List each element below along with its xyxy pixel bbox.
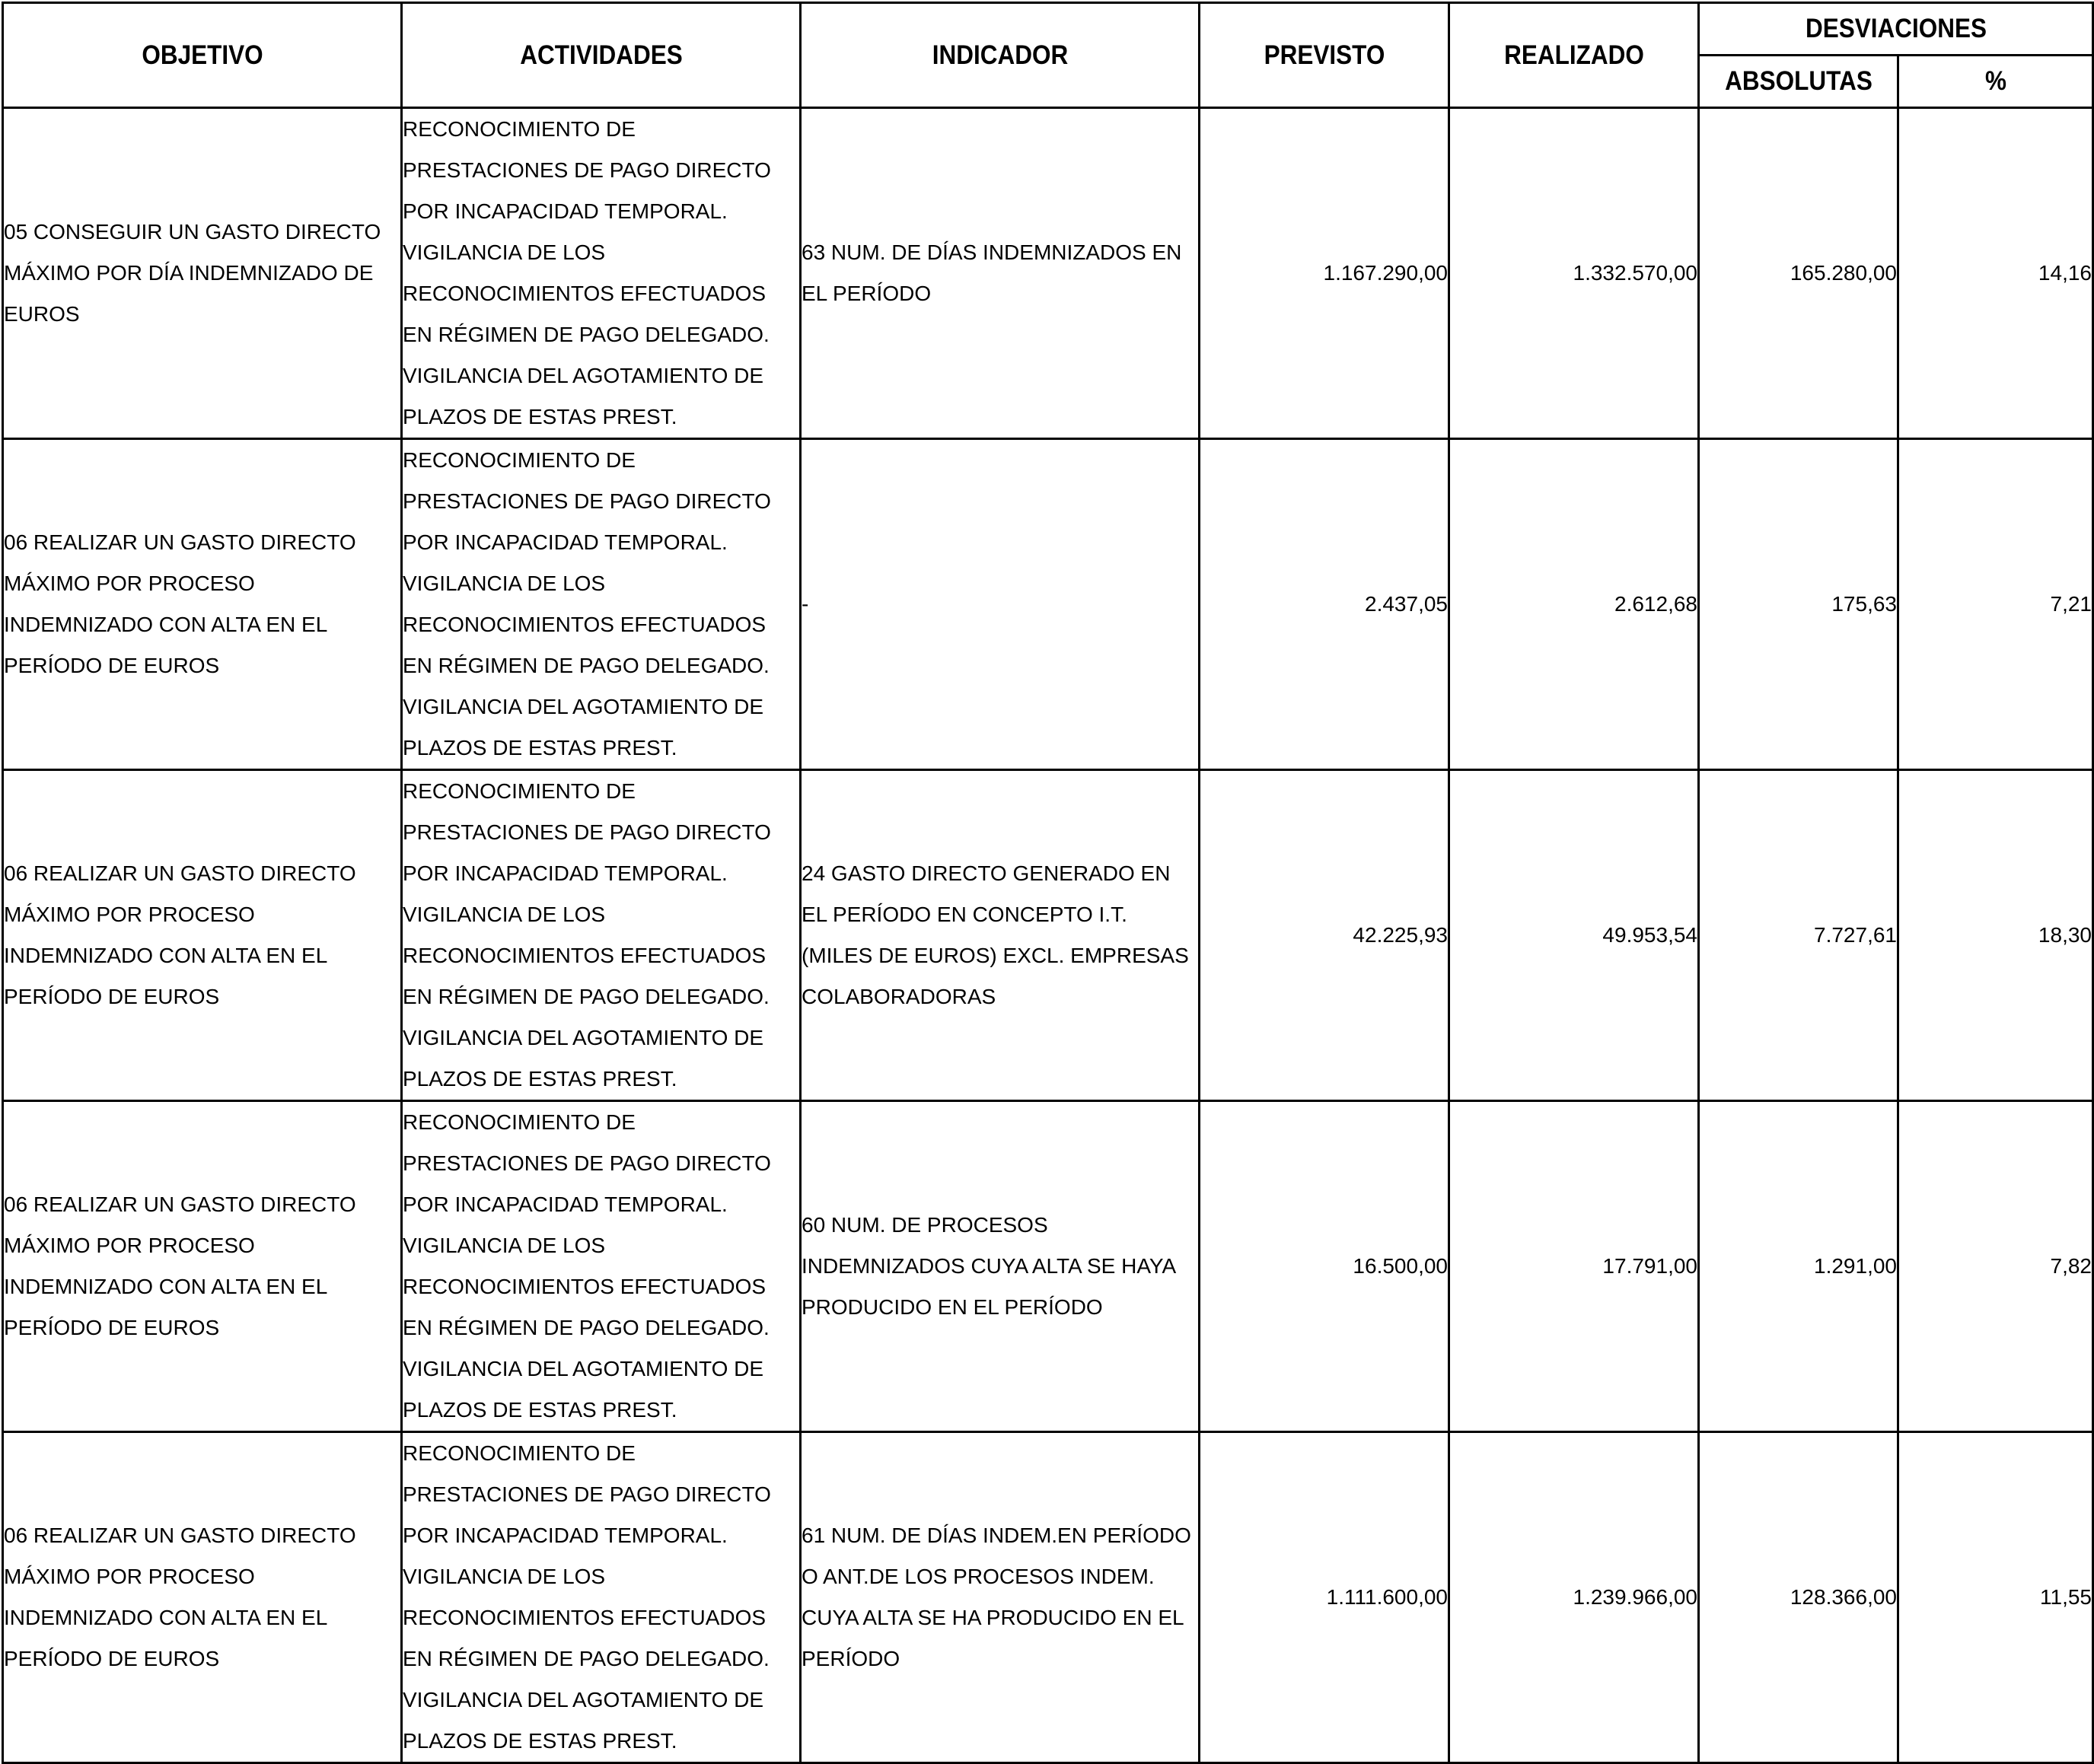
- cell-absolutas: 128.366,00: [1699, 1432, 1898, 1763]
- cell-realizado: 17.791,00: [1449, 1101, 1699, 1432]
- cell-previsto: 42.225,93: [1200, 770, 1449, 1101]
- cell-previsto: 1.111.600,00: [1200, 1432, 1449, 1763]
- header-row-top: [3, 3, 2093, 56]
- cell-porcentaje: 7,21: [1898, 439, 2093, 770]
- cell-porcentaje: 14,16: [1898, 108, 2093, 439]
- cell-previsto: 1.167.290,00: [1200, 108, 1449, 439]
- cell-indicador: 24 GASTO DIRECTO GENERADO EN EL PERÍODO EN CONCEPTO I.T.(MILES DE EUROS) EXCL. EMPRESAS COLABORADORAS: [801, 770, 1200, 1101]
- cell-objetivo: 05 CONSEGUIR UN GASTO DIRECTO MÁXIMO POR DÍA INDEMNIZADO DE EUROS: [3, 108, 402, 439]
- cell-indicador: 61 NUM. DE DÍAS INDEM.EN PERÍODO O ANT.DE LOS PROCESOS INDEM. CUYA ALTA SE HA PRODUCIDO EN EL PERÍODO: [801, 1432, 1200, 1763]
- table-row: [3, 770, 2093, 1101]
- header-previsto: PREVISTO: [1212, 3, 1436, 108]
- header-desviaciones: DESVIACIONES: [1718, 3, 2073, 56]
- table-row: [3, 108, 2093, 439]
- header-actividades: ACTIVIDADES: [422, 3, 781, 108]
- cell-porcentaje: 11,55: [1898, 1432, 2093, 1763]
- header-porcentaje: %: [1908, 56, 2083, 108]
- cell-actividades: RECONOCIMIENTO DE PRESTACIONES DE PAGO DIRECTO POR INCAPACIDAD TEMPORAL. VIGILANCIA DE LOS RECONOCIMIENTOS EFECTUADOS EN RÉGIMEN DE PAGO DELEGADO. VIGILANCIA DEL AGOTAMIENTO DE PLAZOS DE ESTAS PREST.: [402, 1101, 801, 1432]
- table-row: [3, 1432, 2093, 1763]
- cell-realizado: 2.612,68: [1449, 439, 1699, 770]
- cell-indicador: 63 NUM. DE DÍAS INDEMNIZADOS EN EL PERÍODO: [801, 108, 1200, 439]
- cell-actividades: RECONOCIMIENTO DE PRESTACIONES DE PAGO DIRECTO POR INCAPACIDAD TEMPORAL. VIGILANCIA DE LOS RECONOCIMIENTOS EFECTUADOS EN RÉGIMEN DE PAGO DELEGADO. VIGILANCIA DEL AGOTAMIENTO DE PLAZOS DE ESTAS PREST.: [402, 108, 801, 439]
- cell-previsto: 16.500,00: [1200, 1101, 1449, 1432]
- cell-absolutas: 1.291,00: [1699, 1101, 1898, 1432]
- cell-objetivo: 06 REALIZAR UN GASTO DIRECTO MÁXIMO POR PROCESO INDEMNIZADO CON ALTA EN EL PERÍODO DE EUROS: [3, 770, 402, 1101]
- cell-indicador: 60 NUM. DE PROCESOS INDEMNIZADOS CUYA ALTA SE HAYA PRODUCIDO EN EL PERÍODO: [801, 1101, 1200, 1432]
- table-row: [3, 1101, 2093, 1432]
- cell-absolutas: 165.280,00: [1699, 108, 1898, 439]
- cell-actividades: RECONOCIMIENTO DE PRESTACIONES DE PAGO DIRECTO POR INCAPACIDAD TEMPORAL. VIGILANCIA DE LOS RECONOCIMIENTOS EFECTUADOS EN RÉGIMEN DE PAGO DELEGADO. VIGILANCIA DEL AGOTAMIENTO DE PLAZOS DE ESTAS PREST.: [402, 439, 801, 770]
- cell-realizado: 1.239.966,00: [1449, 1432, 1699, 1763]
- cell-objetivo: 06 REALIZAR UN GASTO DIRECTO MÁXIMO POR PROCESO INDEMNIZADO CON ALTA EN EL PERÍODO DE EUROS: [3, 1101, 402, 1432]
- cell-porcentaje: 18,30: [1898, 770, 2093, 1101]
- cell-realizado: 1.332.570,00: [1449, 108, 1699, 439]
- table-body: [3, 108, 2093, 1763]
- cell-porcentaje: 7,82: [1898, 1101, 2093, 1432]
- cell-previsto: 2.437,05: [1200, 439, 1449, 770]
- header-realizado: REALIZADO: [1461, 3, 1686, 108]
- table-row: [3, 439, 2093, 770]
- header-objetivo: OBJETIVO: [23, 3, 382, 108]
- cell-indicador: -: [801, 439, 1200, 770]
- cell-realizado: 49.953,54: [1449, 770, 1699, 1101]
- header-indicador: INDICADOR: [821, 3, 1180, 108]
- table-header: [3, 3, 2093, 108]
- cell-absolutas: 175,63: [1699, 439, 1898, 770]
- cell-absolutas: 7.727,61: [1699, 770, 1898, 1101]
- cell-objetivo: 06 REALIZAR UN GASTO DIRECTO MÁXIMO POR PROCESO INDEMNIZADO CON ALTA EN EL PERÍODO DE EUROS: [3, 1432, 402, 1763]
- desviaciones-table: [2, 2, 2094, 1764]
- header-absolutas: ABSOLUTAS: [1709, 56, 1888, 108]
- cell-actividades: RECONOCIMIENTO DE PRESTACIONES DE PAGO DIRECTO POR INCAPACIDAD TEMPORAL. VIGILANCIA DE LOS RECONOCIMIENTOS EFECTUADOS EN RÉGIMEN DE PAGO DELEGADO. VIGILANCIA DEL AGOTAMIENTO DE PLAZOS DE ESTAS PREST.: [402, 1432, 801, 1763]
- cell-objetivo: 06 REALIZAR UN GASTO DIRECTO MÁXIMO POR PROCESO INDEMNIZADO CON ALTA EN EL PERÍODO DE EUROS: [3, 439, 402, 770]
- cell-actividades: RECONOCIMIENTO DE PRESTACIONES DE PAGO DIRECTO POR INCAPACIDAD TEMPORAL. VIGILANCIA DE LOS RECONOCIMIENTOS EFECTUADOS EN RÉGIMEN DE PAGO DELEGADO. VIGILANCIA DEL AGOTAMIENTO DE PLAZOS DE ESTAS PREST.: [402, 770, 801, 1101]
